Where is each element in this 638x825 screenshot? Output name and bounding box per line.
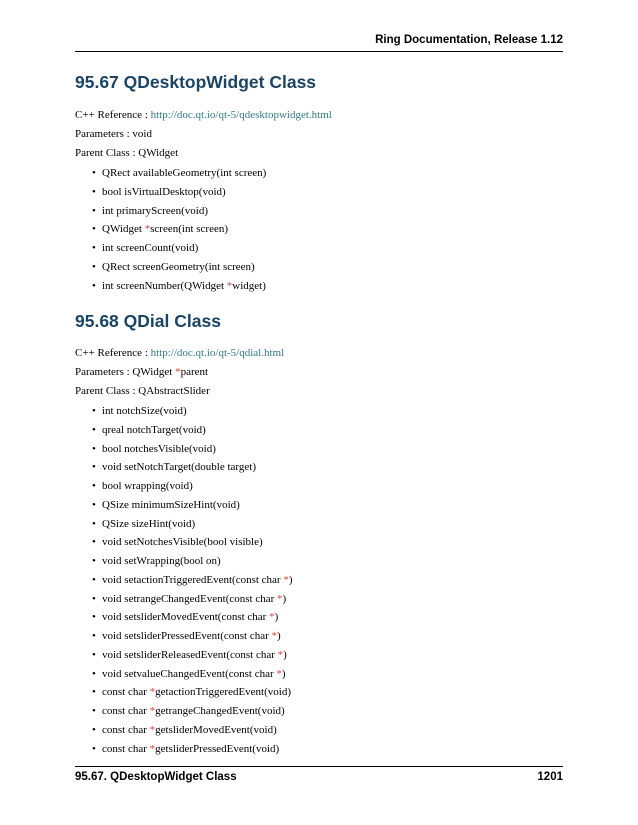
method-item <box>92 204 266 223</box>
pointer-star: * <box>226 279 233 292</box>
method-item <box>92 573 293 592</box>
section-title-qdesktopwidget: 95.67 QDesktopWidget Class <box>75 72 317 92</box>
method-item <box>92 610 293 629</box>
method-item <box>92 185 266 204</box>
method-text-pre: const char <box>102 686 150 699</box>
pointer-star: * <box>144 223 151 236</box>
footer-rule <box>75 766 563 767</box>
method-text-post: getrangeChangedEvent(void) <box>155 705 285 717</box>
method-text-pre: qreal notchTarget(void) <box>102 423 206 436</box>
method-text-pre: bool notchesVisible(void) <box>102 442 216 455</box>
parameters-line: Parameters : void <box>75 128 152 140</box>
running-header: Ring Documentation, Release 1.12 <box>375 34 563 46</box>
method-item <box>92 704 293 723</box>
section-title-qdial: 95.68 QDial Class <box>75 311 221 331</box>
cpp-reference-line <box>75 108 332 122</box>
method-text-post: screen(int screen) <box>150 223 229 236</box>
method-text-pre: QSize sizeHint(void) <box>102 517 196 530</box>
pointer-star: * <box>277 592 283 605</box>
method-text-pre: int primaryScreen(void) <box>102 204 208 217</box>
method-item <box>92 279 266 298</box>
method-text-post: ) <box>277 630 281 642</box>
method-text-post: widget) <box>232 279 266 292</box>
parent-class-line: Parent Class : QAbstractSlider <box>75 385 210 397</box>
method-item <box>92 648 293 667</box>
method-item <box>92 460 293 479</box>
pointer-star: * <box>269 611 275 624</box>
method-text-pre: void setactionTriggeredEvent(const char <box>102 573 284 586</box>
method-text-post: ) <box>288 573 293 586</box>
method-text-pre: const char <box>102 723 150 736</box>
method-item <box>92 222 266 241</box>
cpp-reference-label: C++ Reference : <box>75 347 151 359</box>
pointer-star: * <box>175 366 181 378</box>
method-list-qdial <box>92 404 293 760</box>
parameters-suffix: parent <box>180 366 209 378</box>
method-text-pre: int screenCount(void) <box>102 242 199 254</box>
method-text-pre: bool wrapping(void) <box>102 480 193 492</box>
pointer-star: * <box>149 705 156 717</box>
method-text-pre: QWidget <box>102 223 145 236</box>
method-item <box>92 667 293 686</box>
cpp-reference-line <box>75 346 284 360</box>
method-text-pre: void setvalueChangedEvent(const char <box>102 667 277 680</box>
method-text-pre: void setsliderMovedEvent(const char <box>102 611 270 624</box>
method-item <box>92 685 293 704</box>
method-item <box>92 442 293 461</box>
method-text-post: ) <box>274 611 279 624</box>
method-text-pre: int notchSize(void) <box>102 405 187 417</box>
header-rule <box>75 51 563 52</box>
parameters-line <box>75 365 208 379</box>
method-item <box>92 260 266 279</box>
pointer-star: * <box>276 667 282 680</box>
method-item <box>92 517 293 536</box>
method-text-pre: const char <box>102 705 150 717</box>
method-list-qdesktopwidget <box>92 166 266 297</box>
method-item <box>92 554 293 573</box>
method-text-pre: QSize minimumSizeHint(void) <box>102 498 240 511</box>
pointer-star: * <box>149 723 156 736</box>
method-text-post: ) <box>281 667 286 680</box>
pointer-star: * <box>277 648 284 661</box>
parameters-prefix: Parameters : QWidget <box>75 366 176 378</box>
footer-section-label: 95.67. QDesktopWidget Class <box>75 771 237 783</box>
method-text-post: getsliderMovedEvent(void) <box>155 723 277 736</box>
pointer-star: * <box>283 573 289 586</box>
method-text-pre: bool isVirtualDesktop(void) <box>102 185 226 198</box>
method-item <box>92 241 266 260</box>
cpp-reference-label: C++ Reference : <box>75 109 151 121</box>
method-item <box>92 423 293 442</box>
method-item <box>92 404 293 423</box>
method-text-pre: int screenNumber(QWidget <box>102 279 227 292</box>
method-item <box>92 166 266 185</box>
method-text-pre: QRect availableGeometry(int screen) <box>102 167 267 179</box>
cpp-reference-link[interactable]: http://doc.qt.io/qt-5/qdial.html <box>150 347 285 359</box>
pointer-star: * <box>149 686 156 699</box>
method-text-pre: void setNotchTarget(double target) <box>102 461 256 474</box>
method-text-post: getsliderPressedEvent(void) <box>155 742 280 755</box>
method-text-post: ) <box>283 648 287 661</box>
page-number: 1201 <box>537 771 563 783</box>
method-text-pre: void setrangeChangedEvent(const char <box>102 592 278 605</box>
method-item <box>92 742 293 761</box>
parent-class-line: Parent Class : QWidget <box>75 147 179 159</box>
pointer-star: * <box>271 630 278 642</box>
method-text-pre: QRect screenGeometry(int screen) <box>102 260 255 273</box>
method-text-pre: void setsliderReleasedEvent(const char <box>102 648 278 661</box>
method-item <box>92 629 293 648</box>
method-text-pre: void setNotchesVisible(bool visible) <box>102 536 263 549</box>
method-text-pre: const char <box>102 742 150 755</box>
method-text-post: ) <box>282 592 287 605</box>
method-item <box>92 592 293 611</box>
method-item <box>92 535 293 554</box>
method-text-post: getactionTriggeredEvent(void) <box>155 686 291 699</box>
method-text-pre: void setsliderPressedEvent(const char <box>102 630 272 642</box>
method-item <box>92 723 293 742</box>
method-item <box>92 479 293 498</box>
cpp-reference-link[interactable]: http://doc.qt.io/qt-5/qdesktopwidget.html <box>150 109 332 121</box>
method-item <box>92 498 293 517</box>
method-text-pre: void setWrapping(bool on) <box>102 555 221 567</box>
pointer-star: * <box>149 742 156 755</box>
